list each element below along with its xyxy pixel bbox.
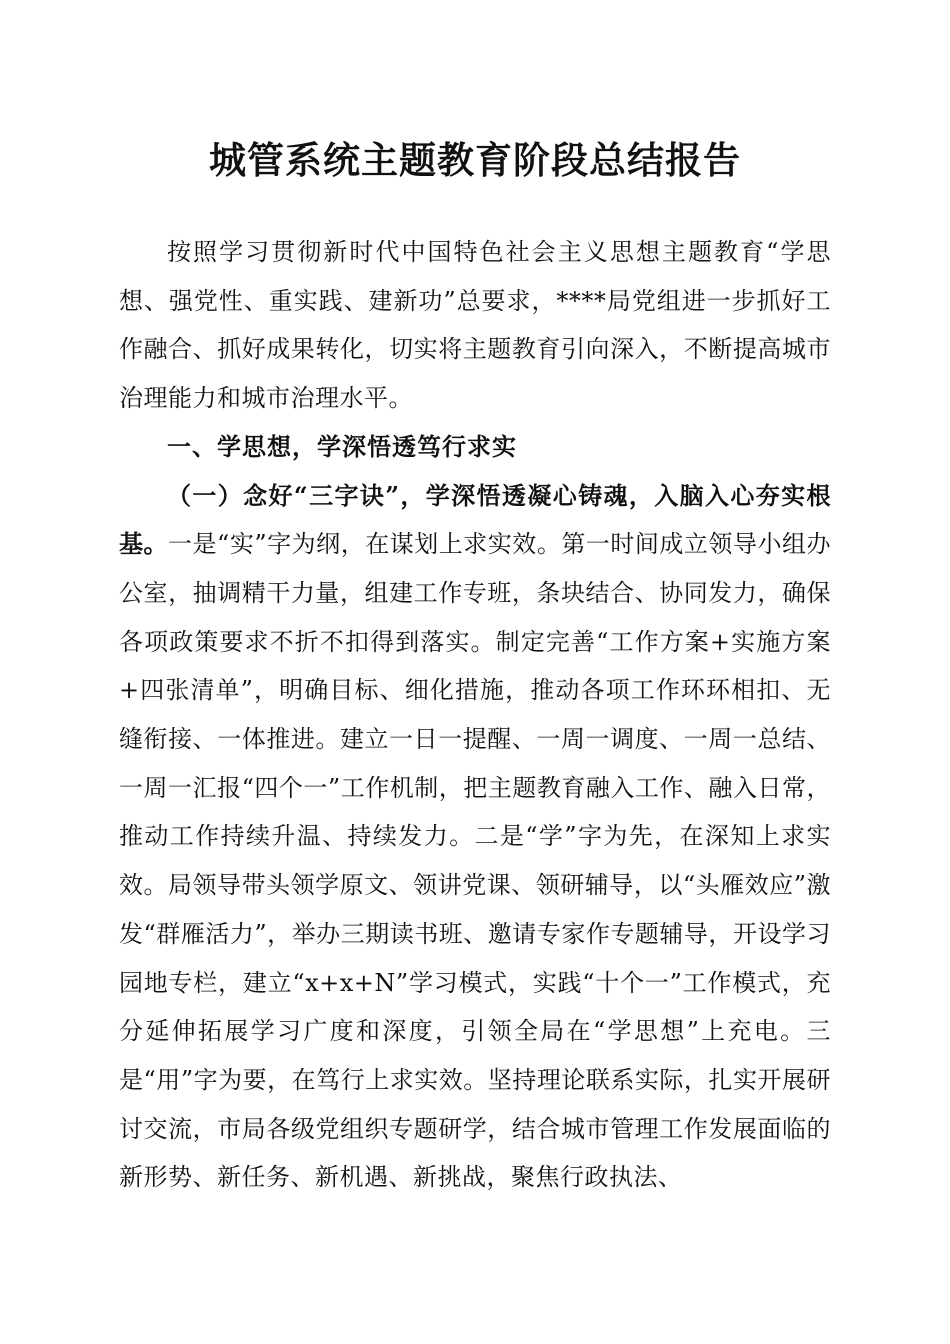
document-title: 城管系统主题教育阶段总结报告 (209, 138, 741, 182)
subsection-body: 一是“实”字为纲，在谋划上求实效。第一时间成立领导小组办公室，抽调精干力量，组建工作专班，条块结合、协同发力，确保各项政策要求不折不扣得到落实。制定完善“工作方案+实施方案+四张清单”，明确目标、细化措施，推动各项工作环环相扣、无缝衔接、一体推进。建立一日一提醒、一周一调度、一周一总结、一周一汇报“四个一”工作机制，把主题教育融入工作、融入日常，推动工作持续升温、持续发力。二是“学”字为先，在深知上求实效。局领导带头领学原文、领讲党课、领研辅导，以“头雁效应”激发“群雁活力”，举办三期读书班、邀请专家作专题辅导，开设学习园地专栏，建立“x+x+N”学习模式，实践“十个一”工作模式，充分延伸拓展学习广度和深度，引领全局在“学思想”上充电。三是“用”字为要，在笃行上求实效。坚持理论联系实际，扎实开展研讨交流，市局各级党组织专题研学，结合城市管理工作发展面临的新形势、新任务、新机遇、新挑战，聚焦行政执法、 (119, 530, 831, 1192)
section-heading: 一、学思想，学深悟透笃行求实 (167, 432, 517, 461)
subsection-paragraph (119, 472, 831, 1203)
document-body (119, 228, 831, 1202)
intro-paragraph: 按照学习贯彻新时代中国特色社会主义思想主题教育“学思想、强党性、重实践、建新功”总要求，****局党组进一步抓好工作融合、抓好成果转化，切实将主题教育引向深入，不断提高城市治理能力和城市治理水平。 (119, 238, 831, 413)
subsection-lead: （一）念好“三字诀”，学深悟透凝心铸魂，入脑入心夯实根基。 (119, 480, 831, 559)
